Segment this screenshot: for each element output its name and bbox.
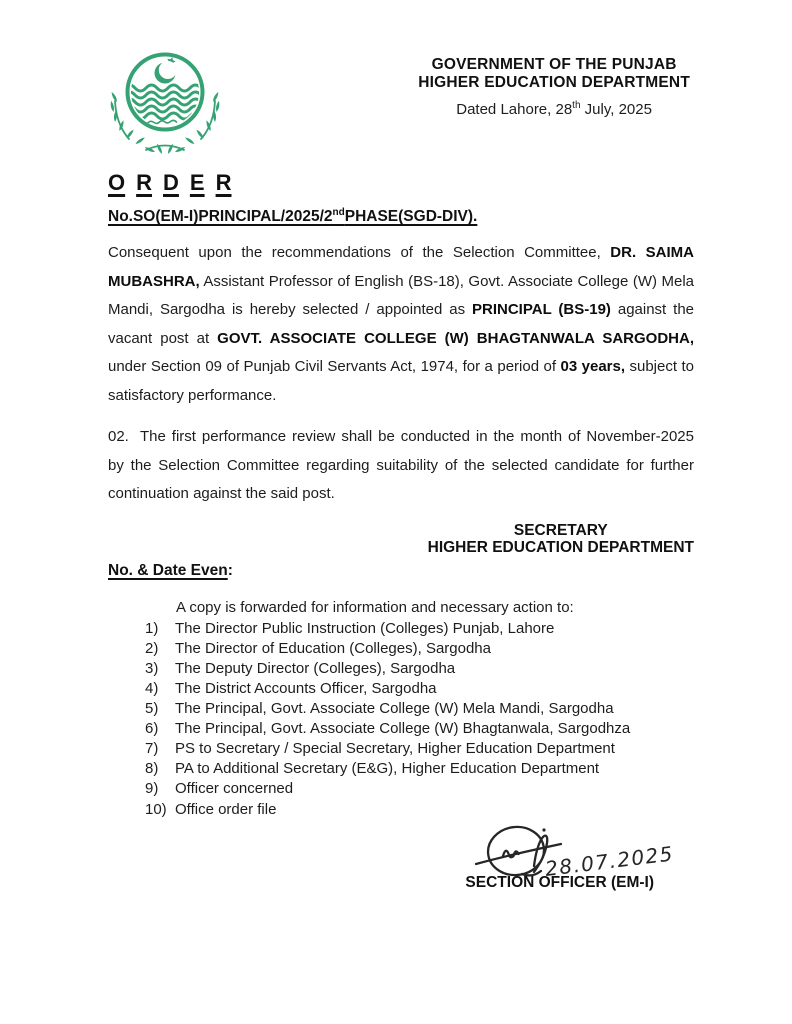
- para1-post-title: PRINCIPAL (BS-19): [472, 301, 611, 319]
- item-text: The Principal, Govt. Associate College (W) Mela Mandi, Sargodha: [175, 700, 614, 718]
- para2-text: The first performance review shall be conducted in the month of November-2025 by the Selection Committee regarding suitability of the selected candidate for further continuation against the said post.: [108, 428, 694, 503]
- distribution-item: [108, 739, 694, 759]
- signatory-department: HIGHER EDUCATION DEPARTMENT: [427, 538, 694, 556]
- para1-seg3: Assistant Professor of English (BS-18), Govt. Associate College (W) Mela Mandi, Sargodha is hereby selected / appointed as: [108, 272, 694, 319]
- distribution-list: [108, 619, 694, 820]
- signature-date: 28.07.2025: [543, 840, 676, 881]
- section-officer-title: SECTION OFFICER (EM-I): [465, 873, 654, 891]
- item-number: 3): [145, 659, 159, 677]
- order-number-part2: PHASE(SGD-DIV).: [344, 208, 478, 226]
- crescent-cut: [159, 61, 177, 79]
- order-paragraph-1: [108, 239, 694, 410]
- para1-seg7: under Section 09 of Punjab Civil Servants Act, 1974, for a period of: [108, 358, 561, 376]
- distribution-item: [108, 800, 694, 820]
- distribution-item: [108, 699, 694, 719]
- no-and-date-heading: [108, 562, 694, 580]
- para1-seg1: Consequent upon the recommendations of the Selection Committee,: [108, 244, 611, 262]
- item-number: 1): [145, 619, 159, 637]
- distribution-item: [108, 779, 694, 799]
- date-suffix: July, 2025: [580, 101, 652, 118]
- item-number: 2): [145, 639, 159, 657]
- item-text: The District Accounts Officer, Sargodha: [175, 679, 437, 697]
- distribution-item: [108, 659, 694, 679]
- org-name-line2: HIGHER EDUCATION DEPARTMENT: [418, 74, 690, 91]
- order-number-part1: No.SO(EM-I)PRINCIPAL/2025/2: [108, 208, 333, 226]
- para2-number: 02.: [108, 428, 129, 446]
- item-text: PA to Additional Secretary (E&G), Higher Education Department: [175, 760, 600, 778]
- order-number-ordinal: nd: [332, 207, 345, 218]
- item-text: Officer concerned: [175, 780, 294, 798]
- footer-signature-block: [108, 820, 694, 892]
- document-header: [108, 44, 694, 162]
- para1-college-name: GOVT. ASSOCIATE COLLEGE (W) BHAGTANWALA SARGODHA,: [217, 329, 694, 347]
- item-number: 9): [145, 780, 159, 798]
- item-text: PS to Secretary / Special Secretary, Higher Education Department: [175, 740, 615, 758]
- order-number: [108, 207, 694, 226]
- date-line: [418, 100, 690, 118]
- item-number: 8): [145, 760, 159, 778]
- no-and-date-label: No. & Date Even: [108, 561, 228, 579]
- punjab-emblem-logo: [100, 46, 230, 158]
- order-title: O R D E R: [108, 170, 232, 195]
- item-text: The Principal, Govt. Associate College (W) Bhagtanwala, Sargodhza: [175, 720, 631, 738]
- item-number: 6): [145, 720, 159, 738]
- distribution-item: [108, 719, 694, 739]
- signatory-title: SECRETARY: [513, 521, 608, 539]
- item-number: 7): [145, 740, 159, 758]
- order-paragraph-2: [108, 423, 694, 509]
- item-text: The Director Public Instruction (Colleges) Punjab, Lahore: [175, 619, 555, 637]
- distribution-item: [108, 679, 694, 699]
- distribution-item: [108, 639, 694, 659]
- para1-seg5: against the vacant post at: [108, 301, 695, 347]
- item-number: 10): [145, 800, 167, 818]
- item-text: Office order file: [175, 800, 277, 818]
- item-number: 5): [145, 700, 159, 718]
- date-prefix: Dated Lahore, 28: [456, 101, 573, 118]
- item-number: 4): [145, 679, 159, 697]
- org-name-line1: GOVERNMENT OF THE PUNJAB: [431, 56, 677, 73]
- distribution-item: [108, 759, 694, 779]
- distribution-item: [108, 619, 694, 639]
- item-text: The Director of Education (Colleges), Sargodha: [175, 639, 491, 657]
- para1-officer-name: DR. SAIMA MUBASHRA,: [108, 244, 694, 290]
- para1-seg9: subject to satisfactory performance.: [108, 358, 695, 404]
- item-text: The Deputy Director (Colleges), Sargodha: [175, 659, 456, 677]
- signatory-row: [108, 522, 694, 557]
- para1-period: 03 years,: [560, 358, 626, 376]
- signatory-block: [428, 522, 694, 556]
- copy-forwarded-intro: A copy is forwarded for information and necessary action to:: [176, 598, 574, 616]
- no-and-date-colon: :: [227, 561, 233, 579]
- header-text-block: [418, 56, 690, 118]
- date-ordinal: th: [572, 100, 581, 111]
